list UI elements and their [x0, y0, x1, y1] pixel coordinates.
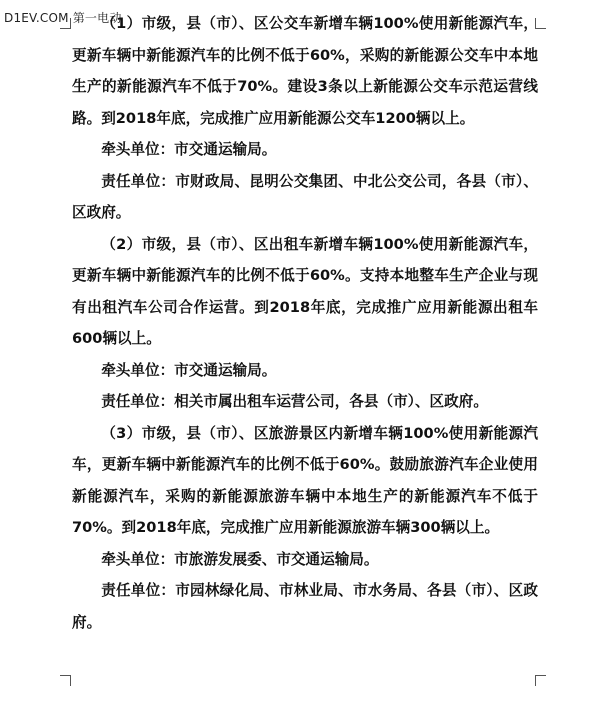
paragraph-responsible-units: 责任单位：市园林绿化局、市林业局、市水务局、各县（市）、区政府。 — [72, 582, 538, 631]
paragraph-tourism-policy: （3）市级，县（市）、区旅游景区内新增车辆100%使用新能源汽车，更新车辆中新能源汽车的比例不低于60%。鼓励旅游汽车企业使用新能源汽车，采购的新能源旅游车辆中本地生产的新能源汽车不低于70%。到2018年底，完成推广应用新能源旅游车辆300辆以上。 — [72, 424, 538, 536]
crop-mark-bottom-right — [535, 675, 546, 686]
watermark-text: D1EV.COM 第一电动 — [4, 11, 122, 25]
paragraph-lead-unit: 牵头单位：市交通运输局。 — [101, 141, 277, 158]
paragraph-bus-policy: （1）市级，县（市）、区公交车新增车辆100%使用新能源汽车，更新车辆中新能源汽车的比例不低于60%，采购的新能源公交车中本地生产的新能源汽车不低于70%。建设3条以上新能源公交车示范运营线路。到2018年底，完成推广应用新能源公交车1200辆以上。 — [72, 15, 538, 127]
paragraph-lead-unit: 牵头单位：市旅游发展委、市交通运输局。 — [101, 550, 379, 568]
paragraph-responsible-units: 责任单位：市财政局、昆明公交集团、中北公交公司，各县（市）、区政府。 — [72, 172, 538, 221]
document-body — [72, 8, 538, 638]
paragraph-lead-unit: 牵头单位：市交通运输局。 — [101, 361, 277, 379]
crop-mark-bottom-left — [60, 675, 71, 686]
crop-mark-top-left — [60, 18, 71, 29]
paragraph-taxi-policy: （2）市级，县（市）、区出租车新增车辆100%使用新能源汽车，更新车辆中新能源汽车的比例不低于60%。支持本地整车生产企业与现有出租汽车公司合作运营。到2018年底，完成推广应用新能源出租车600辆以上。 — [72, 235, 538, 347]
paragraph-responsible-units: 责任单位：相关市属出租车运营公司，各县（市）、区政府。 — [101, 393, 488, 410]
